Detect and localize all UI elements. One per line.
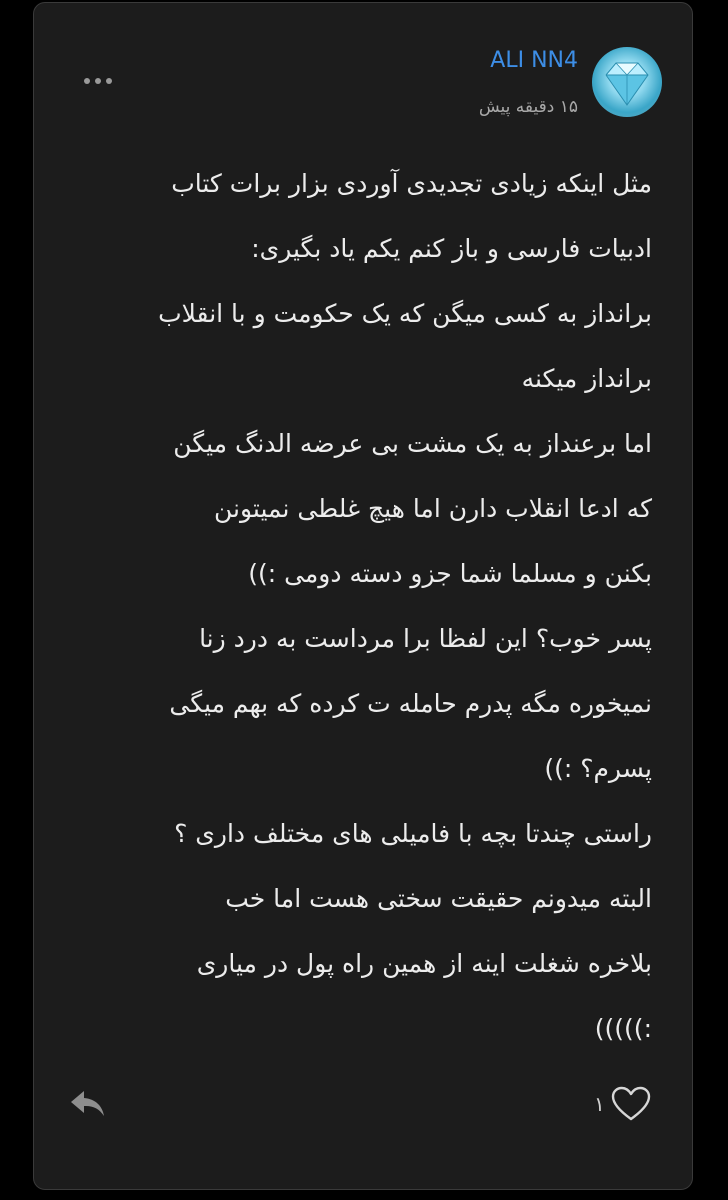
post-line: ادبیات فارسی و باز کنم یکم یاد بگیری: bbox=[251, 234, 652, 263]
heart-icon[interactable] bbox=[611, 1086, 651, 1122]
post-body bbox=[74, 151, 652, 1061]
post-line: پسرم؟ :)) bbox=[544, 754, 652, 783]
like-button[interactable] bbox=[594, 1081, 651, 1127]
comment-card bbox=[33, 2, 693, 1190]
post-timestamp: ۱۵ دقیقه پیش bbox=[478, 97, 578, 117]
post-line: مثل اینکه زیادی تجدیدی آوردی بزار برات کتاب bbox=[171, 169, 652, 198]
more-dot bbox=[106, 78, 112, 84]
post-line: پسر خوب؟ این لفظا برا مرداست به درد زنا bbox=[199, 624, 652, 653]
diamond-icon bbox=[592, 47, 662, 117]
post-line: البته میدونم حقیقت سختی هست اما خب bbox=[225, 884, 652, 913]
post-line: برانداز میکنه bbox=[521, 364, 652, 393]
post-line: :))))) bbox=[594, 1014, 652, 1043]
post-line: نمیخوره مگه پدرم حامله ت کرده که بهم میگی bbox=[169, 689, 652, 718]
post-line: که ادعا انقلاب دارن اما هیچ غلطی نمیتونن bbox=[214, 494, 652, 523]
post-line: بلاخره شغلت اینه از همین راه پول در میاری bbox=[196, 949, 652, 978]
post-line: اما برعنداز به یک مشت بی عرضه الدنگ میگن bbox=[173, 429, 652, 458]
post-line: بکنن و مسلما شما جزو دسته دومی :)) bbox=[248, 559, 652, 588]
reply-icon[interactable] bbox=[68, 1087, 108, 1121]
like-count: ۱ bbox=[594, 1092, 605, 1116]
username[interactable]: ALI NN4 bbox=[490, 48, 578, 73]
user-avatar[interactable] bbox=[592, 47, 662, 117]
more-dot bbox=[95, 78, 101, 84]
more-dots-icon[interactable] bbox=[78, 69, 118, 93]
more-dot bbox=[84, 78, 90, 84]
post-line: راستی چندتا بچه با فامیلی های مختلف داری ؟ bbox=[174, 819, 652, 848]
post-line: برانداز به کسی میگن که یک حکومت و با انقلاب bbox=[158, 299, 652, 328]
